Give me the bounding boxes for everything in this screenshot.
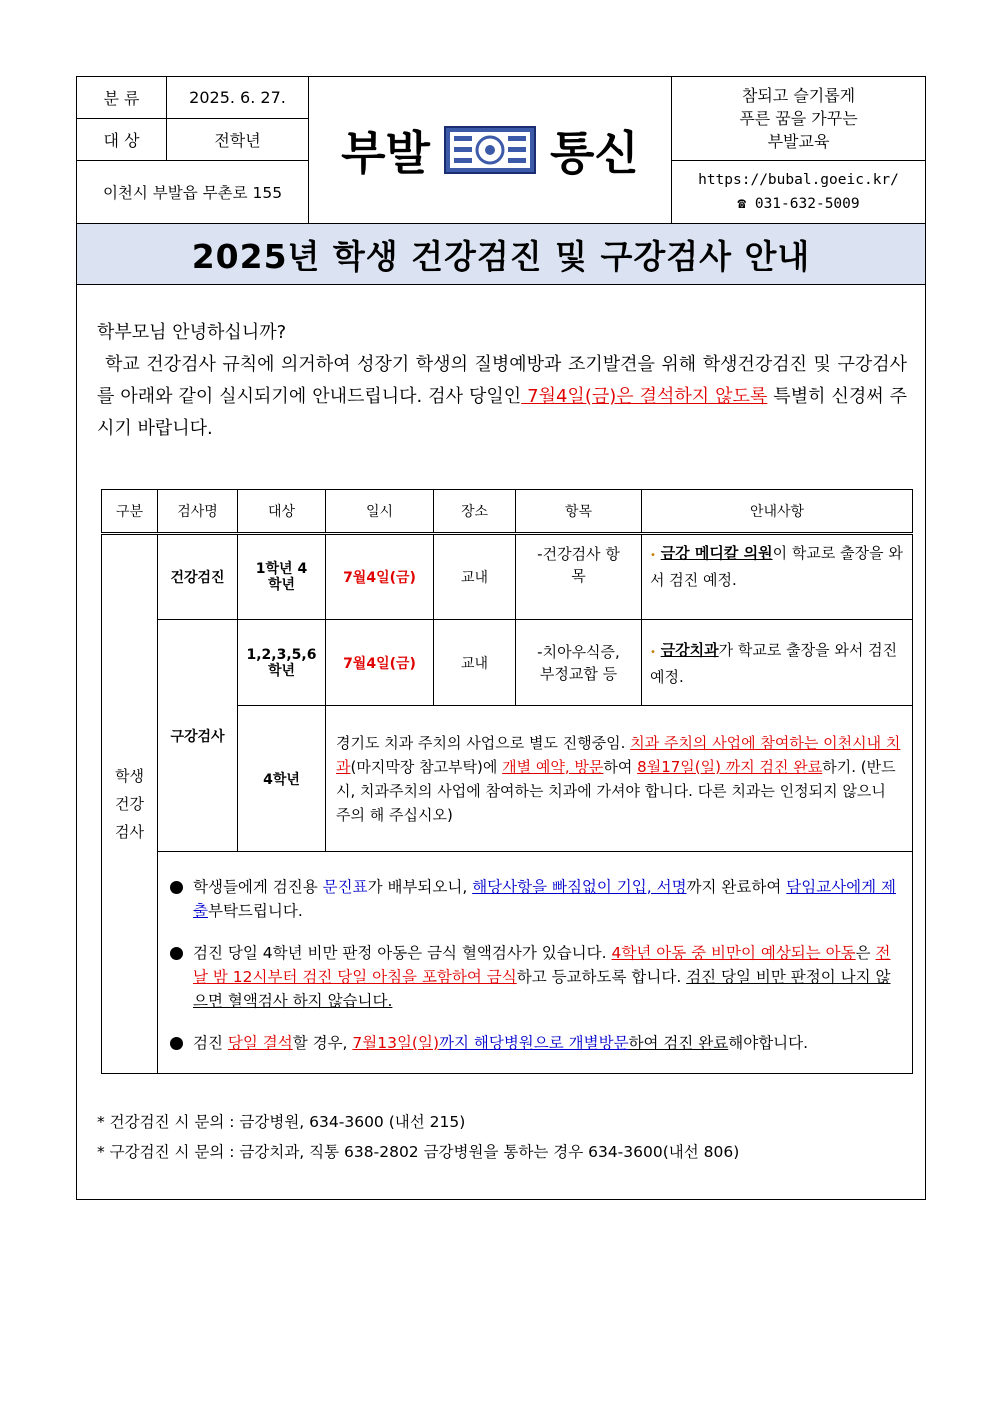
newsletter-frame <box>76 76 926 1200</box>
notice-text-underlined: 검진 당일 비만 판정이 나지 않으면 혈액검사 하지 않습니다. <box>193 967 891 1010</box>
notice-bullets <box>158 852 913 1074</box>
col-header: 일시 <box>326 490 434 534</box>
school-address: 이천시 부발읍 무촌로 155 <box>77 161 309 223</box>
note-rest: 이 학교로 출장을 와서 검진 예정. <box>650 544 903 589</box>
note-rest: 가 학교로 출장을 와서 검진예정. <box>650 641 898 686</box>
exam-target: 1학년 4학년 <box>238 534 326 620</box>
grade4-text: (마지막장 참고부탁)에 <box>350 757 503 776</box>
notice-text-blue: 담임교사에게 제출 <box>193 877 896 920</box>
exam-target: 4학년 <box>238 706 326 852</box>
col-header: 대상 <box>238 490 326 534</box>
exam-place: 교내 <box>434 620 516 706</box>
group-label: 학생 건강 검사 <box>102 534 158 1074</box>
intro-body <box>97 349 907 445</box>
notice-item <box>168 1031 904 1055</box>
notice-text: 검진 당일 4학년 비만 판정 아동은 금식 혈액검사가 있습니다. <box>193 943 612 962</box>
school-motto <box>671 77 925 161</box>
grade4-text-red: 치과 주치의 사업에 참여하는 이천시내 치과 <box>336 733 901 776</box>
greeting: 학부모님 안녕하십니까? <box>97 322 287 343</box>
table-row <box>102 620 913 706</box>
col-header: 안내사항 <box>642 490 913 534</box>
notice-text-blue: 까지 해당병원으로 개별방문 <box>439 1033 629 1052</box>
exam-date: 7월4일(금) <box>326 534 434 620</box>
notice-text-red: 당일 결석 <box>227 1033 293 1052</box>
notice-text: 까지 완료하여 <box>686 877 787 896</box>
notice-text: 검진 <box>193 1033 228 1052</box>
exam-item: -치아우식증, 부정교합 등 <box>516 620 642 706</box>
exam-name: 건강검진 <box>158 534 238 620</box>
grade4-text-red: 개별 예약, 방문 <box>502 757 604 776</box>
school-emblem-icon <box>444 126 536 174</box>
exam-note <box>642 620 913 706</box>
contact-footer <box>97 1107 739 1167</box>
intro-highlight: 7월4일(금)은 결석하지 않도록 <box>521 386 768 407</box>
exam-date: 7월4일(금) <box>326 620 434 706</box>
col-header: 검사명 <box>158 490 238 534</box>
col-header: 구분 <box>102 490 158 534</box>
notice-text-red: 전날 밤 12시부터 검진 당일 아침을 포함하여 금식 <box>193 943 891 986</box>
issue-date: 2025. 6. 27. <box>167 77 309 119</box>
notice-text-blue: 해당사항을 빠짐없이 기입, 서명 <box>472 877 687 896</box>
notice-text-underlined: 하여 검진 완료 <box>628 1033 729 1052</box>
page-title: 2025년 학생 건강검진 및 구강검사 안내 <box>77 223 925 285</box>
logo-text-right: 통신 <box>550 126 639 180</box>
col-header: 장소 <box>434 490 516 534</box>
table-row-notices <box>102 852 913 1074</box>
notice-text-blue: 문진표 <box>322 877 368 896</box>
notice-text: 은 <box>855 943 876 962</box>
grade4-note <box>326 706 913 852</box>
notice-text: 부탁드립니다. <box>207 901 303 920</box>
category-label: 분 류 <box>77 77 167 119</box>
header <box>77 77 925 223</box>
table-header-row <box>102 490 913 534</box>
exam-item: -건강검사 항목 <box>516 534 642 620</box>
notice-text-red: 4학년 아동 중 비만이 예상되는 아동 <box>611 943 856 962</box>
exam-name: 구강검사 <box>158 620 238 852</box>
note-bold: 금강치과 <box>660 641 719 659</box>
exam-table <box>101 489 913 1074</box>
table-row <box>102 534 913 620</box>
notice-item <box>168 875 904 923</box>
notice-text: 하고 등교하도록 합니다. <box>516 967 687 986</box>
intro-text <box>97 317 907 445</box>
note-marker-icon: • <box>650 647 656 658</box>
bullet-icon <box>170 947 183 960</box>
grade4-text: 하여 <box>603 757 638 776</box>
notice-item <box>168 941 904 1013</box>
bullet-icon <box>170 881 183 894</box>
school-phone: ☎ 031-632-5009 <box>737 196 860 212</box>
note-bold: 금강 메디칼 의원 <box>660 544 773 562</box>
exam-target: 1,2,3,5,6 학년 <box>238 620 326 706</box>
intro-body-part1: 학교 건강검사 규칙에 의거하여 성장기 학생의 질병예방과 조기발견을 위해 학생건강검진 및 구강검사를 아래와 같이 실시되기에 안내드립니다. 검사 당일인 <box>97 354 907 407</box>
exam-note <box>642 534 913 620</box>
notice-text: 해야합니다. <box>728 1033 809 1052</box>
notice-text: 가 배부되오니, <box>367 877 473 896</box>
target-label: 대 상 <box>77 119 167 161</box>
notice-text: 할 경우, <box>292 1033 353 1052</box>
grade4-text-red: 8월17일(일) 까지 검진 완료 <box>637 757 823 776</box>
motto-line-2: 푸른 꿈을 가꾸는 <box>739 109 858 128</box>
footer-line-1: * 건강검진 시 문의 : 금강병원, 634-3600 (내선 215) <box>97 1113 466 1131</box>
motto-line-1: 참되고 슬기롭게 <box>741 86 856 105</box>
motto-line-3: 부발교육 <box>767 132 830 151</box>
notice-text-red: 7월13일(일) <box>352 1033 440 1052</box>
exam-place: 교내 <box>434 534 516 620</box>
bullet-icon <box>170 1037 183 1050</box>
notice-text: 학생들에게 검진용 <box>193 877 323 896</box>
contact-info <box>671 161 925 223</box>
footer-line-2: * 구강검진 시 문의 : 금강치과, 직통 638-2802 금강병원을 통하는 경우 634-3600(내선 806) <box>97 1143 740 1161</box>
target-value: 전학년 <box>167 119 309 161</box>
logo-text-left: 부발 <box>341 126 430 180</box>
intro-body-part2: 특별히 신경써 주시기 바랍니다. <box>97 386 907 439</box>
newsletter-logo <box>309 77 671 223</box>
col-header: 항목 <box>516 490 642 534</box>
note-marker-icon: • <box>650 550 656 561</box>
school-website-link[interactable]: https://bubal.goeic.kr/ <box>698 172 899 188</box>
grade4-text: 경기도 치과 주치의 사업으로 별도 진행중임. <box>336 733 631 752</box>
grade4-text: 하기. (반드시, 치과주치의 사업에 참여하는 치과에 가셔야 합니다. 다른 치과는 인정되지 않으니 주의 해 주십시오) <box>336 757 896 824</box>
